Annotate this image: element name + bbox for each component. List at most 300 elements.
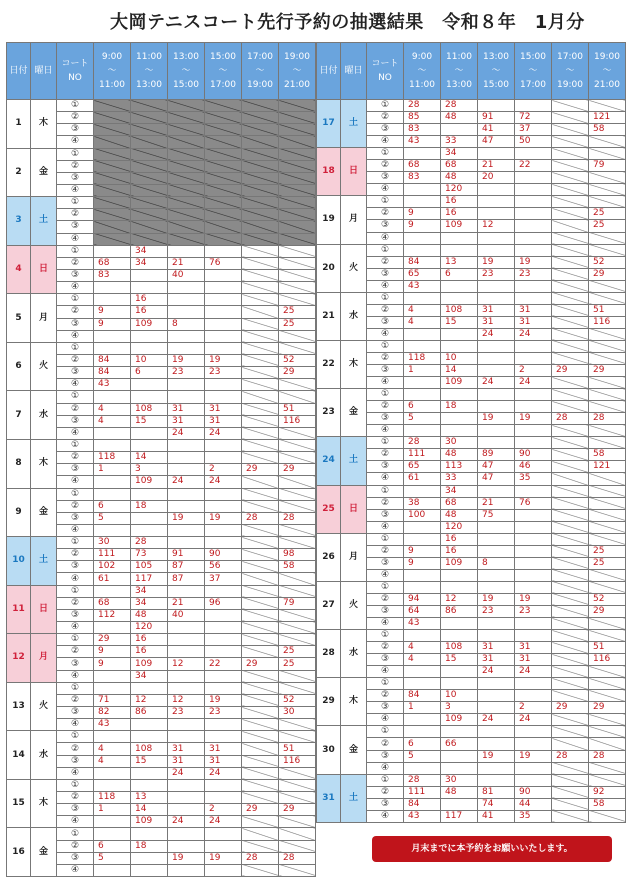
weekday-cell: 木 — [31, 439, 57, 488]
lottery-count — [404, 292, 441, 304]
lottery-count — [515, 100, 552, 112]
period-start: 13:00 — [483, 52, 509, 62]
court-number: ② — [367, 449, 404, 461]
period-start: 19:00 — [594, 52, 620, 62]
lottery-count: 46 — [515, 461, 552, 473]
lottery-count — [478, 485, 515, 497]
unavailable-slot — [242, 585, 279, 597]
unavailable-slot — [552, 726, 589, 738]
date-cell: 28 — [317, 630, 341, 678]
court-number: ③ — [57, 852, 94, 864]
unavailable-slot — [552, 449, 589, 461]
court-number: ④ — [367, 521, 404, 533]
court-number: ③ — [57, 561, 94, 573]
unavailable-slot — [589, 618, 626, 630]
lottery-count: 34 — [131, 257, 168, 269]
header-period-2 — [441, 43, 478, 100]
weekday-cell: 日 — [31, 585, 57, 634]
lottery-count: 9 — [404, 220, 441, 232]
date-cell: 3 — [7, 197, 31, 246]
unavailable-slot — [589, 678, 626, 690]
lottery-count — [205, 537, 242, 549]
unavailable-slot — [589, 569, 626, 581]
lottery-count: 68 — [404, 160, 441, 172]
lottery-count: 4 — [94, 415, 131, 427]
lottery-count — [94, 342, 131, 354]
lottery-count: 47 — [478, 461, 515, 473]
lottery-count: 19 — [168, 852, 205, 864]
lottery-count: 29 — [242, 804, 279, 816]
lottery-count — [131, 391, 168, 403]
lottery-count — [441, 292, 478, 304]
period-start: 11:00 — [446, 52, 472, 62]
court-number: ① — [367, 533, 404, 545]
lottery-count: 118 — [404, 352, 441, 364]
unavailable-slot — [279, 500, 316, 512]
lottery-count — [478, 292, 515, 304]
unavailable-slot — [279, 439, 316, 451]
closed-slot — [168, 209, 205, 221]
closed-slot — [94, 172, 131, 184]
court-number: ③ — [367, 750, 404, 762]
lottery-count — [205, 379, 242, 391]
lottery-count — [94, 282, 131, 294]
lottery-count — [131, 488, 168, 500]
lottery-count: 91 — [168, 549, 205, 561]
unavailable-slot — [552, 232, 589, 244]
date-cell: 18 — [317, 148, 341, 196]
unavailable-slot — [279, 452, 316, 464]
lottery-count: 24 — [205, 427, 242, 439]
court-number: ③ — [57, 367, 94, 379]
date-cell: 12 — [7, 634, 31, 683]
unavailable-slot — [552, 690, 589, 702]
lottery-count: 16 — [441, 196, 478, 208]
lottery-count — [404, 196, 441, 208]
unavailable-slot — [589, 521, 626, 533]
lottery-count — [404, 244, 441, 256]
lottery-count: 31 — [168, 415, 205, 427]
closed-slot — [279, 148, 316, 160]
table-row — [7, 100, 316, 112]
court-number: ③ — [57, 464, 94, 476]
lottery-count — [94, 524, 131, 536]
unavailable-slot — [242, 828, 279, 840]
lottery-count — [404, 762, 441, 774]
court-number: ③ — [367, 654, 404, 666]
unavailable-slot — [242, 524, 279, 536]
lottery-count: 4 — [404, 304, 441, 316]
lottery-count: 9 — [94, 646, 131, 658]
lottery-count: 52 — [279, 694, 316, 706]
court-number: ④ — [367, 328, 404, 340]
period-sep: ～ — [292, 66, 302, 76]
lottery-count — [205, 585, 242, 597]
lottery-count: 6 — [404, 738, 441, 750]
closed-slot — [94, 136, 131, 148]
lottery-count: 84 — [404, 690, 441, 702]
closed-slot — [131, 160, 168, 172]
court-number: ③ — [367, 268, 404, 280]
lottery-count — [441, 678, 478, 690]
unavailable-slot — [552, 786, 589, 798]
unavailable-slot — [279, 269, 316, 281]
unavailable-slot — [589, 762, 626, 774]
closed-slot — [205, 136, 242, 148]
court-number: ② — [367, 208, 404, 220]
court-number: ② — [57, 646, 94, 658]
table-row — [7, 391, 316, 403]
lottery-count — [478, 280, 515, 292]
lottery-count — [168, 245, 205, 257]
lottery-count — [205, 634, 242, 646]
lottery-count: 25 — [279, 658, 316, 670]
closed-slot — [242, 184, 279, 196]
court-number: ① — [57, 585, 94, 597]
lottery-count: 48 — [131, 609, 168, 621]
closed-slot — [205, 148, 242, 160]
lottery-count — [94, 391, 131, 403]
lottery-count — [478, 533, 515, 545]
lottery-count: 84 — [94, 354, 131, 366]
lottery-count — [168, 622, 205, 634]
lottery-count: 2 — [205, 804, 242, 816]
court-number: ① — [57, 197, 94, 209]
lottery-count: 24 — [168, 427, 205, 439]
lottery-count: 5 — [94, 512, 131, 524]
period-start: 15:00 — [520, 52, 546, 62]
unavailable-slot — [552, 581, 589, 593]
lottery-count — [205, 306, 242, 318]
table-row — [317, 726, 626, 738]
lottery-count: 14 — [131, 804, 168, 816]
lottery-count: 23 — [478, 268, 515, 280]
court-number: ④ — [57, 864, 94, 876]
lottery-count: 118 — [94, 792, 131, 804]
lottery-count — [515, 678, 552, 690]
lottery-count — [515, 509, 552, 521]
lottery-count — [168, 500, 205, 512]
lottery-count — [441, 425, 478, 437]
closed-slot — [168, 148, 205, 160]
unavailable-slot — [279, 622, 316, 634]
lottery-count: 24 — [515, 714, 552, 726]
table-row — [317, 340, 626, 352]
date-cell: 27 — [317, 581, 341, 629]
closed-slot — [131, 136, 168, 148]
lottery-count — [515, 581, 552, 593]
lottery-count: 16 — [441, 208, 478, 220]
court-number: ④ — [57, 622, 94, 634]
lottery-count: 31 — [515, 304, 552, 316]
lottery-count: 66 — [441, 738, 478, 750]
lottery-count — [515, 340, 552, 352]
lottery-count: 108 — [131, 743, 168, 755]
notice-banner: 月末までに本予約をお願いいたします。 — [372, 836, 612, 862]
court-number: ④ — [57, 330, 94, 342]
lottery-count: 40 — [168, 269, 205, 281]
lottery-count — [205, 840, 242, 852]
lottery-count: 1 — [94, 464, 131, 476]
table-row — [7, 197, 316, 209]
unavailable-slot — [242, 488, 279, 500]
lottery-count: 90 — [515, 449, 552, 461]
header-court-bottom: NO — [378, 73, 392, 83]
lottery-count — [168, 379, 205, 391]
table-row — [7, 537, 316, 549]
unavailable-slot — [589, 726, 626, 738]
lottery-count — [205, 439, 242, 451]
lottery-count — [441, 666, 478, 678]
unavailable-slot — [552, 124, 589, 136]
lottery-count: 23 — [205, 707, 242, 719]
lottery-count — [441, 232, 478, 244]
unavailable-slot — [552, 666, 589, 678]
court-number: ① — [367, 726, 404, 738]
date-cell: 1 — [7, 100, 31, 149]
lottery-count: 98 — [279, 549, 316, 561]
closed-slot — [205, 233, 242, 245]
lottery-count: 25 — [279, 318, 316, 330]
court-number: ③ — [367, 798, 404, 810]
unavailable-slot — [552, 377, 589, 389]
unavailable-slot — [589, 377, 626, 389]
unavailable-slot — [552, 328, 589, 340]
lottery-count: 12 — [131, 694, 168, 706]
lottery-count: 21 — [168, 597, 205, 609]
court-number: ④ — [367, 618, 404, 630]
court-number: ② — [57, 354, 94, 366]
unavailable-slot — [589, 473, 626, 485]
court-number: ① — [57, 779, 94, 791]
period-start: 17:00 — [247, 52, 273, 62]
lottery-count — [478, 545, 515, 557]
table-row — [317, 533, 626, 545]
lottery-count: 28 — [404, 774, 441, 786]
lottery-count — [441, 569, 478, 581]
lottery-count — [131, 731, 168, 743]
court-number: ④ — [367, 280, 404, 292]
lottery-count — [168, 682, 205, 694]
lottery-count: 34 — [131, 597, 168, 609]
lottery-count: 4 — [94, 755, 131, 767]
lottery-count: 2 — [515, 702, 552, 714]
unavailable-slot — [242, 245, 279, 257]
lottery-count — [404, 533, 441, 545]
unavailable-slot — [242, 415, 279, 427]
lottery-count — [515, 533, 552, 545]
date-cell: 23 — [317, 389, 341, 437]
unavailable-slot — [242, 379, 279, 391]
lottery-count: 87 — [168, 573, 205, 585]
lottery-count — [94, 476, 131, 488]
lottery-count — [131, 512, 168, 524]
court-number: ① — [57, 731, 94, 743]
weekday-cell: 月 — [31, 294, 57, 343]
lottery-count: 3 — [131, 464, 168, 476]
unavailable-slot — [589, 630, 626, 642]
lottery-count — [131, 342, 168, 354]
closed-slot — [205, 209, 242, 221]
lottery-count: 24 — [478, 328, 515, 340]
court-number: ③ — [57, 269, 94, 281]
period-end: 19:00 — [557, 80, 583, 90]
unavailable-slot — [242, 500, 279, 512]
lottery-count: 23 — [515, 605, 552, 617]
closed-slot — [168, 124, 205, 136]
date-cell: 17 — [317, 100, 341, 148]
closed-slot — [279, 221, 316, 233]
period-sep: ～ — [417, 66, 427, 76]
lottery-count: 76 — [205, 257, 242, 269]
court-number: ④ — [57, 767, 94, 779]
lottery-count — [441, 244, 478, 256]
header-weekday: 曜日 — [341, 43, 367, 100]
lottery-count — [404, 714, 441, 726]
weekday-cell: 火 — [31, 682, 57, 731]
lottery-count — [168, 464, 205, 476]
period-sep: ～ — [602, 66, 612, 76]
lottery-count — [404, 389, 441, 401]
lottery-count — [168, 294, 205, 306]
lottery-count — [168, 306, 205, 318]
unavailable-slot — [552, 798, 589, 810]
table-row — [317, 485, 626, 497]
unavailable-slot — [242, 694, 279, 706]
unavailable-slot — [552, 112, 589, 124]
lottery-count: 117 — [441, 810, 478, 822]
lottery-count: 56 — [205, 561, 242, 573]
lottery-count — [94, 816, 131, 828]
lottery-count — [478, 726, 515, 738]
lottery-count — [515, 437, 552, 449]
court-number: ① — [367, 389, 404, 401]
unavailable-slot — [242, 330, 279, 342]
table-row — [7, 342, 316, 354]
unavailable-slot — [279, 828, 316, 840]
lottery-count: 22 — [205, 658, 242, 670]
court-number: ④ — [57, 136, 94, 148]
closed-slot — [279, 233, 316, 245]
lottery-count: 111 — [404, 449, 441, 461]
closed-slot — [242, 136, 279, 148]
lottery-count: 31 — [168, 403, 205, 415]
lottery-count: 24 — [205, 767, 242, 779]
lottery-count — [404, 726, 441, 738]
closed-slot — [242, 233, 279, 245]
lottery-count: 10 — [131, 354, 168, 366]
court-number: ② — [57, 112, 94, 124]
lottery-count: 52 — [589, 593, 626, 605]
closed-slot — [131, 100, 168, 112]
period-end: 19:00 — [247, 80, 273, 90]
weekday-cell: 土 — [341, 437, 367, 485]
lottery-count: 121 — [589, 112, 626, 124]
unavailable-slot — [279, 391, 316, 403]
lottery-count: 109 — [441, 377, 478, 389]
weekday-cell: 土 — [31, 197, 57, 246]
lottery-count: 31 — [168, 755, 205, 767]
lottery-count — [515, 232, 552, 244]
unavailable-slot — [552, 593, 589, 605]
court-number: ④ — [367, 666, 404, 678]
lottery-count: 29 — [552, 365, 589, 377]
court-number: ② — [367, 738, 404, 750]
closed-slot — [131, 172, 168, 184]
unavailable-slot — [552, 340, 589, 352]
period-start: 9:00 — [411, 52, 433, 62]
lottery-count — [168, 670, 205, 682]
unavailable-slot — [552, 172, 589, 184]
lottery-count: 90 — [205, 549, 242, 561]
court-number: ① — [57, 100, 94, 112]
unavailable-slot — [242, 561, 279, 573]
date-cell: 25 — [317, 485, 341, 533]
lottery-count: 51 — [279, 403, 316, 415]
lottery-count: 9 — [94, 306, 131, 318]
header-weekday: 曜日 — [31, 43, 57, 100]
unavailable-slot — [242, 537, 279, 549]
lottery-count — [94, 864, 131, 876]
lottery-count — [478, 618, 515, 630]
unavailable-slot — [589, 774, 626, 786]
lottery-count — [478, 196, 515, 208]
lottery-count: 51 — [279, 743, 316, 755]
unavailable-slot — [279, 476, 316, 488]
lottery-count — [131, 439, 168, 451]
lottery-count: 92 — [589, 786, 626, 798]
unavailable-slot — [242, 367, 279, 379]
lottery-count: 16 — [441, 545, 478, 557]
lottery-count — [94, 439, 131, 451]
weekday-cell: 金 — [31, 148, 57, 197]
lottery-count: 31 — [515, 316, 552, 328]
unavailable-slot — [552, 545, 589, 557]
court-number: ③ — [367, 172, 404, 184]
lottery-count — [478, 762, 515, 774]
lottery-count: 109 — [131, 318, 168, 330]
court-number: ② — [57, 694, 94, 706]
lottery-count: 37 — [515, 124, 552, 136]
closed-slot — [131, 233, 168, 245]
lottery-count: 74 — [478, 798, 515, 810]
lottery-count: 43 — [404, 810, 441, 822]
lottery-count: 6 — [94, 500, 131, 512]
lottery-count — [168, 828, 205, 840]
period-end: 13:00 — [136, 80, 162, 90]
lottery-count: 71 — [94, 694, 131, 706]
period-sep: ～ — [255, 66, 265, 76]
period-end: 17:00 — [210, 80, 236, 90]
lottery-count — [131, 852, 168, 864]
court-number: ② — [57, 160, 94, 172]
lottery-count — [94, 670, 131, 682]
lottery-count — [94, 682, 131, 694]
lottery-count: 4 — [94, 743, 131, 755]
lottery-count: 29 — [279, 367, 316, 379]
lottery-count: 120 — [131, 622, 168, 634]
closed-slot — [168, 172, 205, 184]
unavailable-slot — [552, 148, 589, 160]
lottery-count — [515, 521, 552, 533]
lottery-count — [131, 828, 168, 840]
date-cell: 11 — [7, 585, 31, 634]
court-number: ③ — [57, 609, 94, 621]
lottery-count — [404, 377, 441, 389]
lottery-count — [478, 738, 515, 750]
unavailable-slot — [279, 609, 316, 621]
period-end: 17:00 — [520, 80, 546, 90]
